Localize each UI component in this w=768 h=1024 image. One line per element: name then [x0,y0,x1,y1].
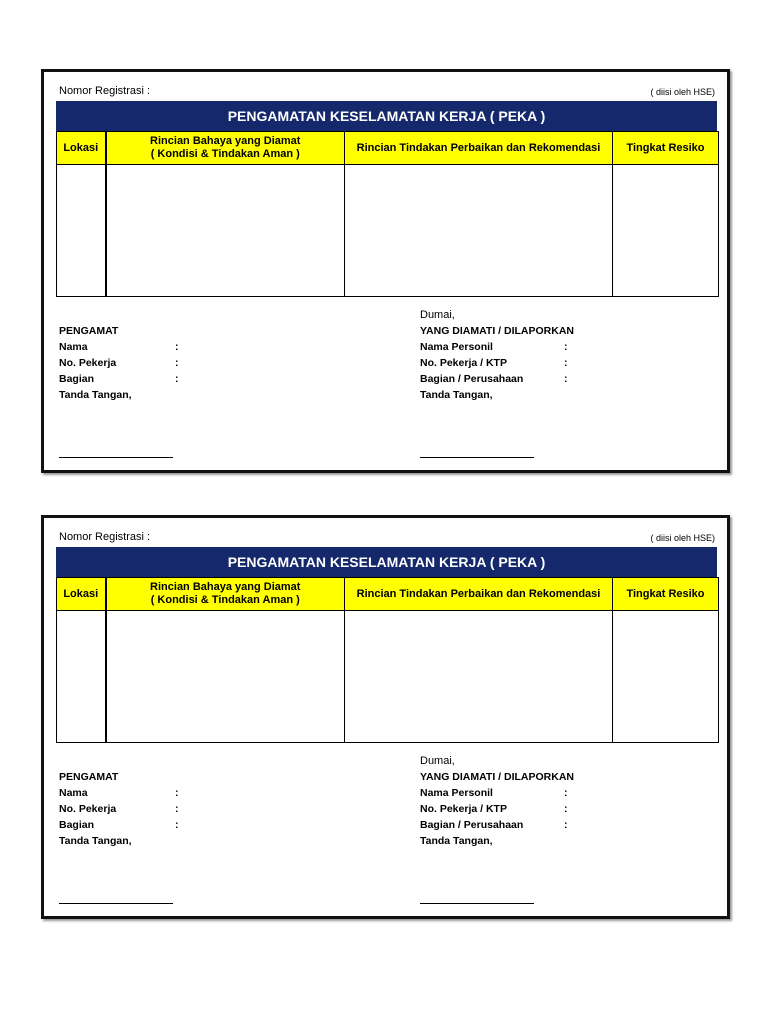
observed-name-colon: : [564,787,568,799]
observed-signature-line[interactable] [420,457,534,458]
observed-worker-no-label: No. Pekerja / KTP [420,357,507,369]
cell-tindakan[interactable] [345,611,613,743]
col-tindakan: Rincian Tindakan Perbaikan dan Rekomendasi [345,578,613,611]
observer-worker-no-label: No. Pekerja [59,803,117,815]
observer-signature-label: Tanda Tangan, [59,389,132,401]
col-resiko: Tingkat Resiko [613,578,719,611]
observer-name-colon: : [175,787,179,799]
observer-heading: PENGAMAT [59,771,119,783]
observer-worker-no-label: No. Pekerja [59,357,117,369]
peka-form-card-2 [41,515,730,919]
observation-table [56,131,719,297]
observed-name-colon: : [564,341,568,353]
observed-name-label: Nama Personil [420,787,493,799]
col-lokasi: Lokasi [57,132,106,165]
observer-section [59,321,359,471]
observed-section [420,753,720,913]
observation-table [56,577,719,743]
hse-note: ( diisi oleh HSE) [650,533,715,543]
observer-signature-line[interactable] [59,457,173,458]
cell-rincian-bahaya[interactable] [106,165,345,297]
cell-rincian-bahaya[interactable] [106,611,345,743]
observed-worker-no-label: No. Pekerja / KTP [420,803,507,815]
col-tindakan: Rincian Tindakan Perbaikan dan Rekomendasi [345,132,613,165]
observer-division-colon: : [175,373,179,385]
observed-worker-no-colon: : [564,357,568,369]
place-label: Dumai, [420,755,455,767]
col-lokasi: Lokasi [57,578,106,611]
observed-company-label: Bagian / Perusahaan [420,373,524,385]
observed-worker-no-colon: : [564,803,568,815]
col-rincian-bahaya [106,132,345,165]
observed-section [420,307,720,467]
col-resiko: Tingkat Resiko [613,132,719,165]
col-rincian-bahaya [106,578,345,611]
observer-name-colon: : [175,341,179,353]
col-rincian-line1: Rincian Bahaya yang Diamat [150,581,301,593]
observed-signature-label: Tanda Tangan, [420,835,493,847]
observed-signature-label: Tanda Tangan, [420,389,493,401]
form-title: PENGAMATAN KESELAMATAN KERJA ( PEKA ) [56,547,717,577]
observer-section [59,767,359,917]
registration-number-label: Nomor Registrasi : [59,531,151,543]
observed-company-colon: : [564,819,568,831]
observed-company-label: Bagian / Perusahaan [420,819,524,831]
observer-name-label: Nama [59,341,88,353]
observer-division-colon: : [175,819,179,831]
observer-signature-line[interactable] [59,903,173,904]
peka-form-card-1 [41,69,730,473]
hse-note: ( diisi oleh HSE) [650,87,715,97]
observed-heading: YANG DIAMATI / DILAPORKAN [420,771,575,783]
cell-resiko[interactable] [613,165,719,297]
place-label: Dumai, [420,309,455,321]
col-rincian-line1: Rincian Bahaya yang Diamat [150,135,301,147]
observer-signature-label: Tanda Tangan, [59,835,132,847]
col-rincian-line2: ( Kondisi & Tindakan Aman ) [150,148,300,160]
observer-heading: PENGAMAT [59,325,119,337]
observed-name-label: Nama Personil [420,341,493,353]
registration-number-label: Nomor Registrasi : [59,85,151,97]
observer-division-label: Bagian [59,373,95,385]
cell-lokasi[interactable] [57,165,106,297]
observer-worker-no-colon: : [175,803,179,815]
cell-resiko[interactable] [613,611,719,743]
observer-division-label: Bagian [59,819,95,831]
form-title: PENGAMATAN KESELAMATAN KERJA ( PEKA ) [56,101,717,131]
observer-name-label: Nama [59,787,88,799]
cell-lokasi[interactable] [57,611,106,743]
col-rincian-line2: ( Kondisi & Tindakan Aman ) [150,594,300,606]
observer-worker-no-colon: : [175,357,179,369]
observed-heading: YANG DIAMATI / DILAPORKAN [420,325,575,337]
observed-signature-line[interactable] [420,903,534,904]
observed-company-colon: : [564,373,568,385]
cell-tindakan[interactable] [345,165,613,297]
